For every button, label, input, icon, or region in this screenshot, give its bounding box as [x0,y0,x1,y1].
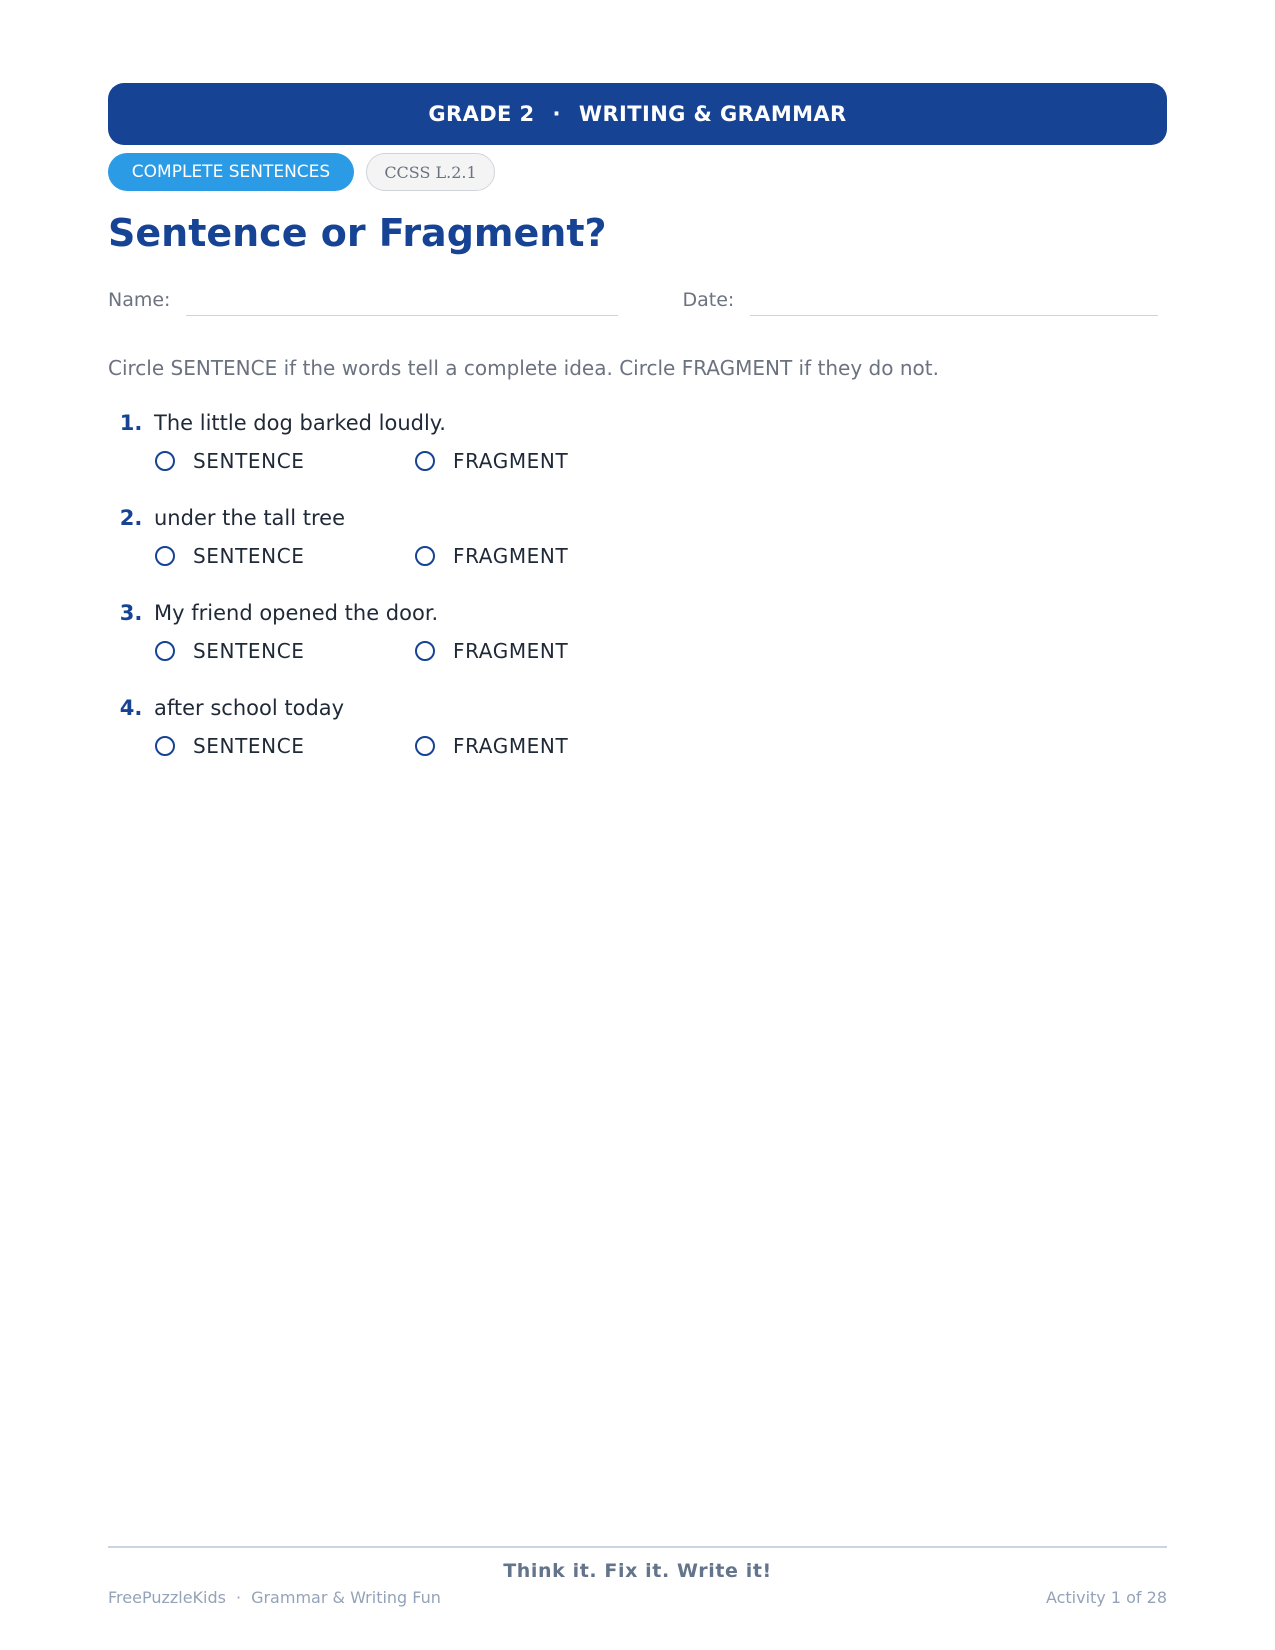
page-title: Sentence or Fragment? [108,211,607,255]
question-item [108,406,1167,476]
option-label: SENTENCE [193,448,305,473]
answer-options [155,446,1167,476]
option-sentence[interactable] [155,734,415,758]
question-text: under the tall tree [154,505,346,530]
radio-circle-icon[interactable] [415,736,435,756]
tag-row [108,153,1167,191]
answer-options [155,636,1167,666]
option-fragment[interactable] [415,639,675,663]
answer-options [155,731,1167,761]
footer-meta [108,1588,1167,1607]
footer-left [108,1588,441,1607]
date-label: Date: [682,288,735,311]
date-field[interactable] [750,289,1158,316]
worksheet-page [108,83,1167,786]
radio-circle-icon[interactable] [415,546,435,566]
question-item [108,596,1167,666]
radio-circle-icon[interactable] [415,641,435,661]
radio-circle-icon[interactable] [155,546,175,566]
question-number: 2. [119,505,143,530]
footer-divider [108,1546,1167,1548]
topic-badge: COMPLETE SENTENCES [108,153,354,191]
instructions-text: Circle SENTENCE if the words tell a complete idea. Circle FRAGMENT if they do not. [108,355,939,380]
standard-badge: CCSS L.2.1 [366,153,495,191]
radio-circle-icon[interactable] [415,451,435,471]
footer-separator: · [235,1588,242,1607]
grade-label: GRADE 2 [428,102,535,126]
option-fragment[interactable] [415,544,675,568]
footer-motto: Think it. Fix it. Write it! [503,1560,772,1582]
option-label: FRAGMENT [453,448,569,473]
header-separator: · [552,102,561,126]
page-footer [108,1546,1167,1607]
option-label: FRAGMENT [453,638,569,663]
student-info-fields [108,284,1167,316]
option-label: SENTENCE [193,733,305,758]
option-sentence[interactable] [155,449,415,473]
question-number: 4. [119,695,143,720]
question-text: after school today [154,695,345,720]
option-sentence[interactable] [155,544,415,568]
radio-circle-icon[interactable] [155,641,175,661]
name-field[interactable] [186,289,618,316]
option-label: FRAGMENT [453,733,569,758]
question-number: 3. [119,600,143,625]
radio-circle-icon[interactable] [155,451,175,471]
option-label: SENTENCE [193,638,305,663]
option-sentence[interactable] [155,639,415,663]
radio-circle-icon[interactable] [155,736,175,756]
option-label: SENTENCE [193,543,305,568]
brand-name: FreePuzzleKids [108,1588,226,1607]
question-item [108,501,1167,571]
activity-counter: Activity 1 of 28 [1045,1588,1167,1607]
question-number: 1. [119,410,143,435]
question-text: My friend opened the door. [154,600,439,625]
question-item [108,691,1167,761]
series-name: Grammar & Writing Fun [251,1588,441,1607]
option-label: FRAGMENT [453,543,569,568]
question-text: The little dog barked loudly. [154,410,446,435]
question-list [108,406,1167,761]
header-banner [108,83,1167,145]
subject-label: WRITING & GRAMMAR [578,102,847,126]
name-label: Name: [108,288,171,311]
option-fragment[interactable] [415,734,675,758]
option-fragment[interactable] [415,449,675,473]
answer-options [155,541,1167,571]
